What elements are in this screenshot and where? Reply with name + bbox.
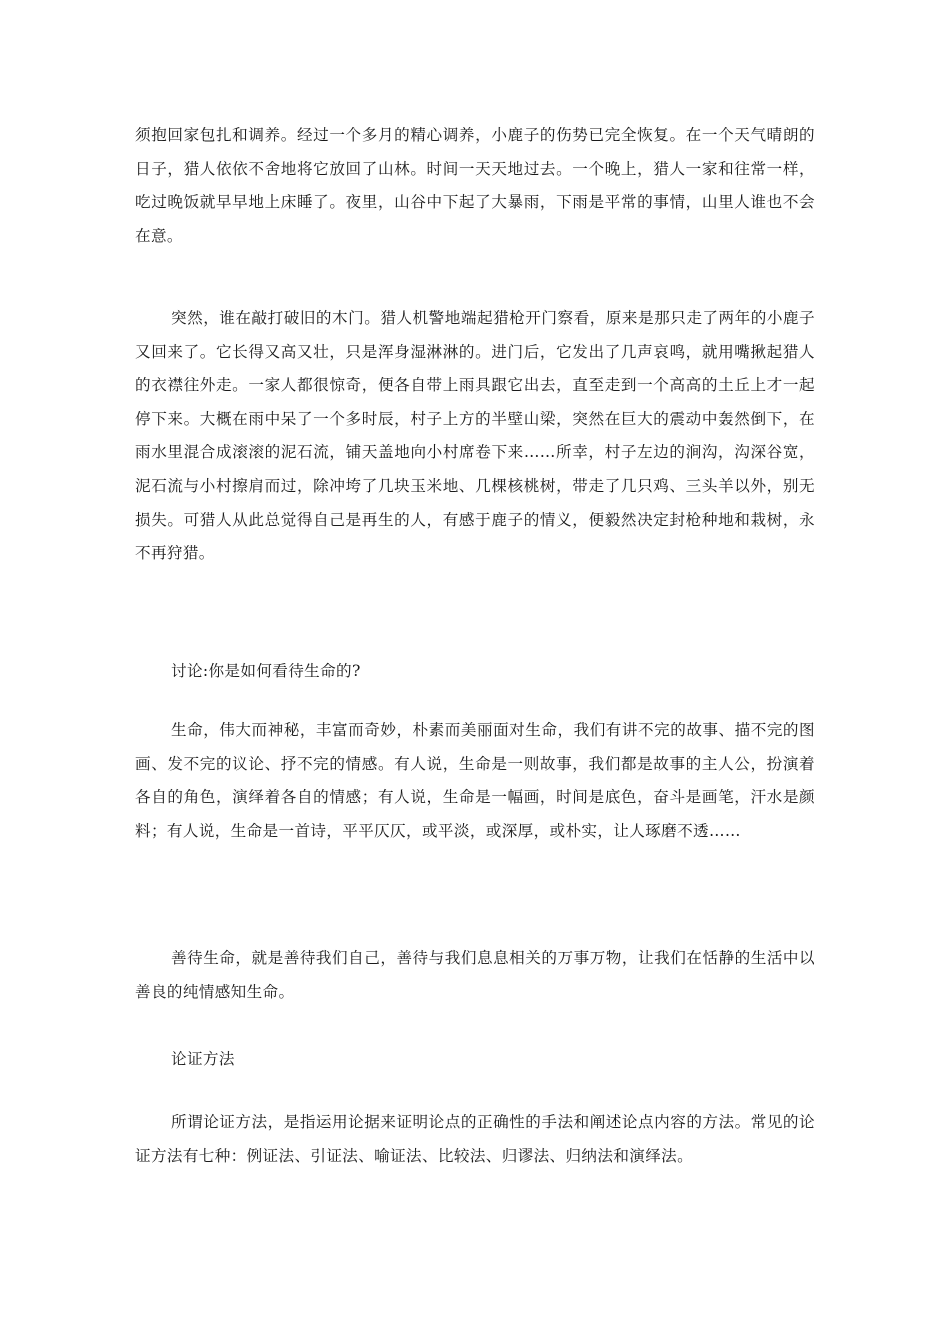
- discussion-question: 讨论:你是如何看待生命的?: [171, 662, 361, 680]
- paragraph-story-continuation: 须抱回家包扎和调养。经过一个多月的精心调养，小鹿子的伤势已完全恢复。在一个天气晴朗的日子，猎人依依不舍地将它放回了山林。时间一天天地过去。一个晚上，猎人一家和往常一样，吃过晚饭就早早地上床睡了。夜里，山谷中下起了大暴雨，下雨是平常的事情，山里人谁也不会在意。: [135, 126, 815, 245]
- section-heading-argument-methods: 论证方法: [171, 1050, 235, 1068]
- paragraph-cherish-life: 善待生命，就是善待我们自己，善待与我们息息相关的万事万物，让我们在恬静的生活中以善良的纯情感知生命。: [135, 949, 815, 1001]
- paragraph-argument-methods: 所谓论证方法，是指运用论据来证明论点的正确性的手法和阐述论点内容的方法。常见的论证方法有七种：例证法、引证法、喻证法、比较法、归谬法、归纳法和演绎法。: [135, 1113, 815, 1165]
- paragraph-life-reflection: 生命，伟大而神秘，丰富而奇妙，朴素而美丽面对生命，我们有讲不完的故事、描不完的图画、发不完的议论、抒不完的情感。有人说，生命是一则故事，我们都是故事的主人公，扮演着各自的角色，演绎着各自的情感；有人说，生命是一幅画，时间是底色，奋斗是画笔，汗水是颜料；有人说，生命是一首诗，平平仄仄，或平淡，或深厚，或朴实，让人琢磨不透……: [135, 721, 815, 840]
- paragraph-deer-returns: 突然，谁在敲打破旧的木门。猎人机警地端起猎枪开门察看，原来是那只走了两年的小鹿子又回来了。它长得又高又壮，只是浑身湿淋淋的。进门后，它发出了几声哀鸣，就用嘴揪起猎人的衣襟往外走。一家人都很惊奇，便各自带上雨具跟它出去，直至走到一个高高的土丘上才一起停下来。大概在雨中呆了一个多时辰，村子上方的半壁山梁，突然在巨大的震动中轰然倒下，在雨水里混合成滚滚的泥石流，铺天盖地向小村席卷下来……所幸，村子左边的涧沟，沟深谷宽，泥石流与小村擦肩而过，除冲垮了几块玉米地、几棵核桃树，带走了几只鸡、三头羊以外，别无损失。可猎人从此总觉得自己是再生的人，有感于鹿子的情义，便毅然决定封枪种地和栽树，永不再狩猎。: [135, 309, 815, 563]
